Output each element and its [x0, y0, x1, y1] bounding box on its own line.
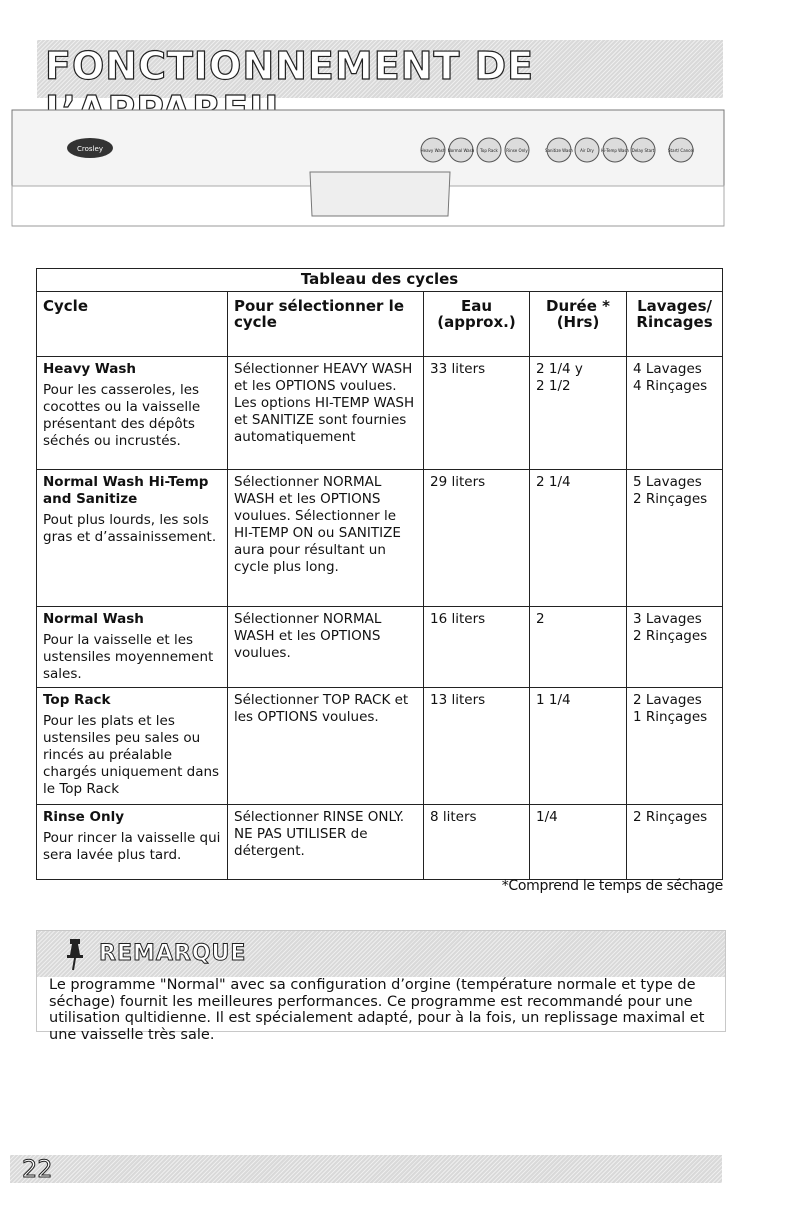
- header-select: Pour sélectionner le cycle: [228, 292, 424, 357]
- note-box: [36, 930, 726, 1043]
- note-title: REMARQUE: [99, 941, 247, 966]
- cycle-description: Pour les casseroles, les cocottes ou la vaisselle présentant des dépôts séchés ou incrustés.: [43, 382, 201, 449]
- header-water: Eau (approx.): [424, 292, 530, 357]
- panel-button-label: Sanitize Wash: [545, 148, 573, 153]
- duration-cell: 2 1/4 y 2 1/2: [530, 357, 627, 470]
- table-row: [37, 805, 723, 880]
- cycle-cell: [37, 357, 228, 470]
- cycle-cell: [37, 470, 228, 607]
- cycle-name: Normal Wash: [43, 611, 144, 627]
- page-title: FONCTIONNEMENT DE: [45, 44, 535, 88]
- cycle-table: [36, 268, 723, 880]
- panel-button: [505, 138, 529, 162]
- panel-button-label: Delay Start: [631, 148, 655, 153]
- header-washes: Lavages/ Rincages: [627, 292, 723, 357]
- select-cell: Sélectionner NORMAL WASH et les OPTIONS voulues.: [228, 607, 424, 688]
- cycle-cell: [37, 805, 228, 880]
- select-cell: Sélectionner HEAVY WASH et les OPTIONS voulues. Les options HI-TEMP WASH et SANITIZE sont fournies automatiquement: [228, 357, 424, 470]
- cycle-description: Pout plus lourds, les sols gras et d’assainissement.: [43, 512, 217, 545]
- cycle-name: Top Rack: [43, 692, 111, 708]
- water-cell: 33 liters: [424, 357, 530, 470]
- duration-cell: 2: [530, 607, 627, 688]
- cycle-cell: [37, 688, 228, 805]
- table-caption: Tableau des cycles: [37, 269, 723, 292]
- cycle-name: Rinse Only: [43, 809, 125, 825]
- select-cell: Sélectionner TOP RACK et les OPTIONS voulues.: [228, 688, 424, 805]
- header-cycle: Cycle: [37, 292, 228, 357]
- cycle-description: Pour les plats et les ustensiles peu sales ou rincés au préalable chargés uniquement dans le Top Rack: [43, 713, 220, 797]
- table-row: [37, 607, 723, 688]
- panel-button-label: Heavy Wash: [420, 148, 446, 153]
- cycle-name: Heavy Wash: [43, 361, 137, 377]
- footnote: *Comprend le temps de séchage: [501, 878, 723, 894]
- panel-button-label: Start/ Cancel: [668, 148, 694, 153]
- cycle-description: Pour la vaisselle et les ustensiles moyennement sales.: [43, 632, 214, 682]
- table-row: [37, 470, 723, 607]
- water-cell: 16 liters: [424, 607, 530, 688]
- duration-cell: 1 1/4: [530, 688, 627, 805]
- select-cell: Sélectionner NORMAL WASH et les OPTIONS voulues. Sélectionner le HI-TEMP ON ou SANITIZE aura pour résultant un cycle plus long.: [228, 470, 424, 607]
- table-row: [37, 688, 723, 805]
- duration-cell: 2 1/4: [530, 470, 627, 607]
- water-cell: 13 liters: [424, 688, 530, 805]
- select-cell: Sélectionner RINSE ONLY. NE PAS UTILISER de détergent.: [228, 805, 424, 880]
- panel-button: [631, 138, 655, 162]
- page-number-bar: [10, 1155, 722, 1183]
- panel-button-label: Top Rack: [480, 148, 498, 153]
- panel-button-label: Air Dry: [580, 148, 594, 153]
- note-text: Le programme "Normal" avec sa configuration d’orgine (température normale et type de séchage) fournit les meilleures performances. Ce programme est recommandé pour une utilisation qultidienne. Il est spécialement adapté, pour à la fois, un replissage maximal et une vaisselle très sale.: [49, 977, 705, 1043]
- panel-button-label: Normal Wash: [447, 148, 475, 153]
- washes-cell: 2 Rinçages: [627, 805, 723, 880]
- panel-button-label: Rinse Only: [506, 148, 528, 153]
- page-number: 22: [22, 1155, 53, 1183]
- water-cell: 29 liters: [424, 470, 530, 607]
- panel-button: [477, 138, 501, 162]
- note-header: [37, 931, 725, 977]
- washes-cell: 3 Lavages 2 Rinçages: [627, 607, 723, 688]
- washes-cell: 4 Lavages 4 Rinçages: [627, 357, 723, 470]
- panel-button-label: Hi-Temp Wash: [601, 148, 629, 153]
- control-panel-illustration: [10, 108, 726, 240]
- header-banner: [37, 40, 723, 98]
- pushpin-icon: [63, 937, 87, 971]
- duration-cell: 1/4: [530, 805, 627, 880]
- panel-button: [668, 138, 694, 162]
- water-cell: 8 liters: [424, 805, 530, 880]
- cycle-name: Normal Wash Hi-Temp and Sanitize: [43, 474, 209, 507]
- washes-cell: 2 Lavages 1 Rinçages: [627, 688, 723, 805]
- panel-button: [575, 138, 599, 162]
- header-duration: Durée * (Hrs): [530, 292, 627, 357]
- cycle-cell: [37, 607, 228, 688]
- washes-cell: 5 Lavages 2 Rinçages: [627, 470, 723, 607]
- logo-text: Crosley: [77, 145, 103, 153]
- panel-button: [421, 138, 446, 162]
- cycle-description: Pour rincer la vaisselle qui sera lavée plus tard.: [43, 830, 221, 863]
- table-row: [37, 357, 723, 470]
